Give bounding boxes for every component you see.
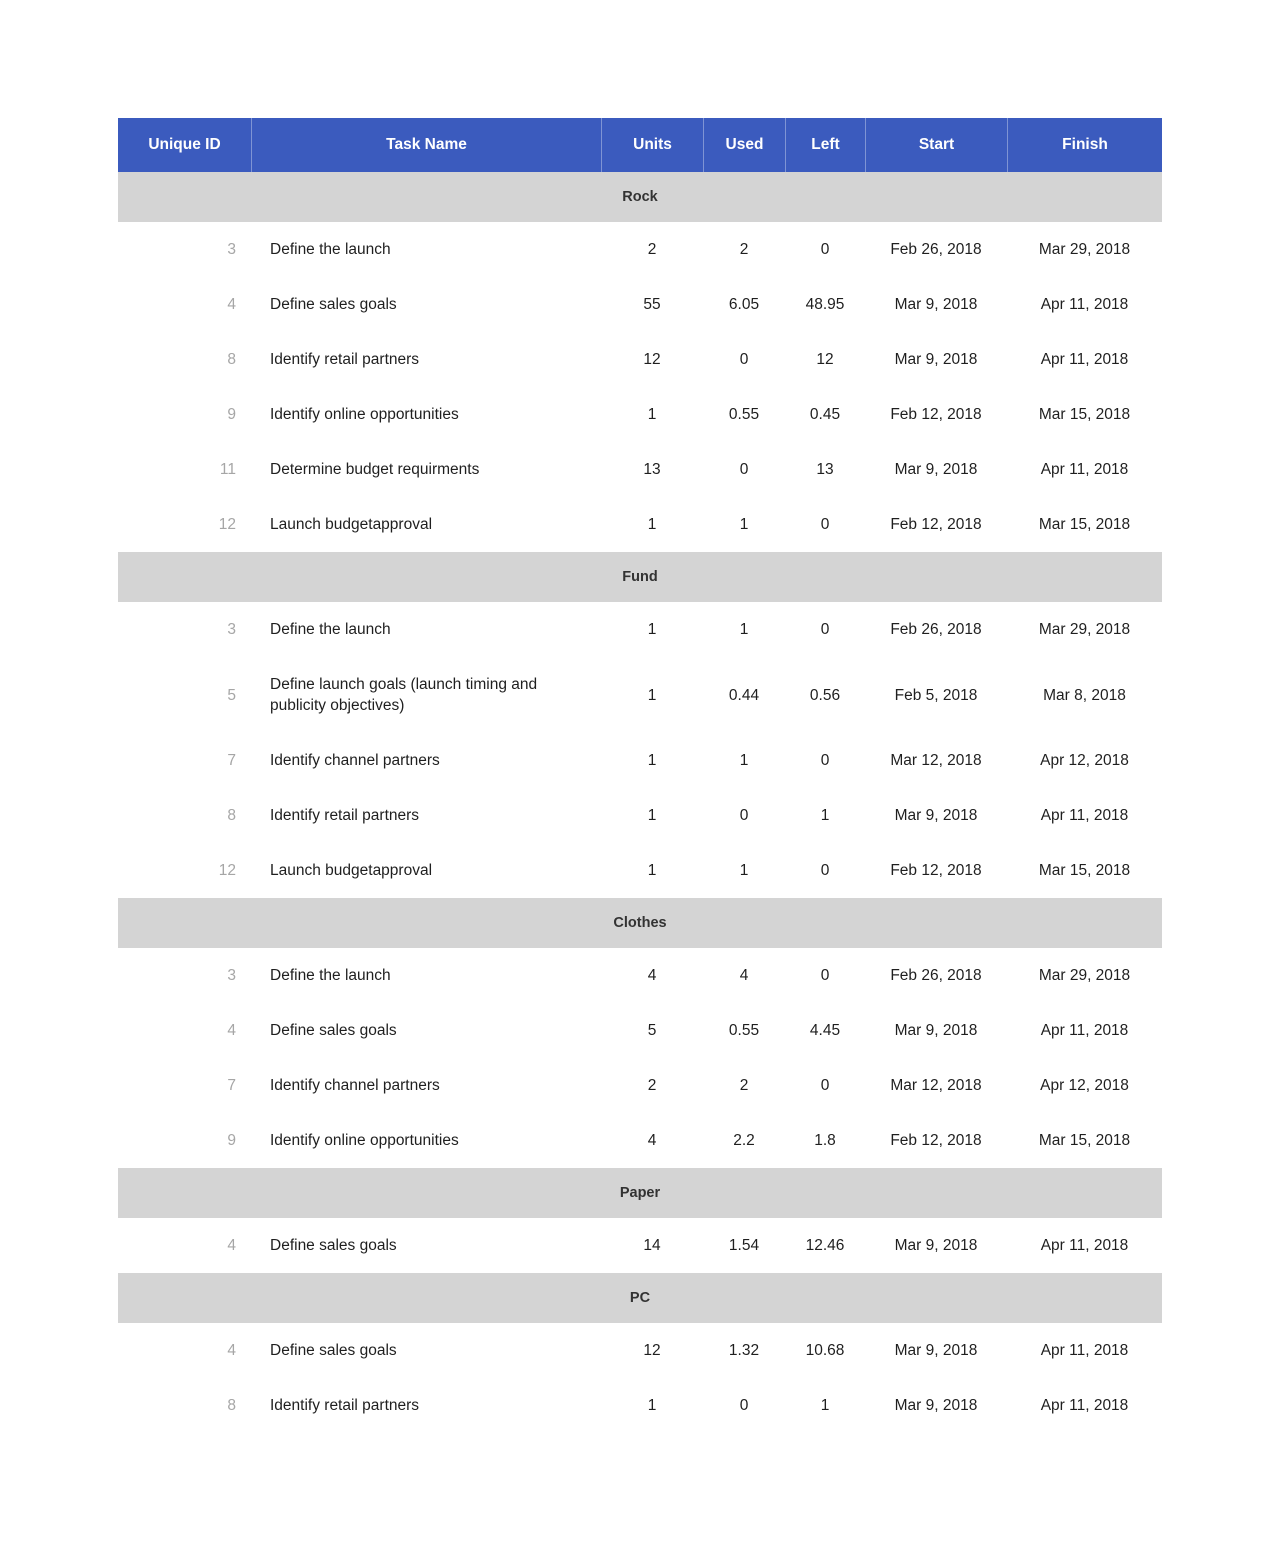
cell-used: 4 <box>739 967 749 984</box>
table-row[interactable] <box>118 657 1162 733</box>
group-band-paper <box>118 1168 1162 1218</box>
cell-used: 0.55 <box>728 406 760 423</box>
cell-used: 0 <box>739 461 749 478</box>
cell-used: 1 <box>739 862 749 879</box>
cell-finish: Apr 11, 2018 <box>1040 1237 1129 1254</box>
cell-unique-id: 4 <box>227 296 236 313</box>
cell-used: 0 <box>739 351 749 368</box>
table-row[interactable] <box>118 1378 1162 1433</box>
cell-left: 13 <box>816 461 834 478</box>
group-label: PC <box>629 1290 651 1306</box>
table-row[interactable] <box>118 948 1162 1003</box>
cell-finish: Mar 15, 2018 <box>1038 862 1131 879</box>
cell-left: 0 <box>820 621 830 638</box>
cell-unique-id: 9 <box>227 1132 236 1149</box>
cell-units: 12 <box>643 351 661 368</box>
cell-units: 4 <box>647 967 657 984</box>
cell-used: 0 <box>739 1397 749 1414</box>
cell-start: Mar 9, 2018 <box>894 1342 978 1359</box>
cell-unique-id: 4 <box>227 1342 236 1359</box>
group-label: Paper <box>619 1185 661 1201</box>
cell-finish: Mar 15, 2018 <box>1038 1132 1131 1149</box>
cell-finish: Mar 8, 2018 <box>1043 686 1126 704</box>
cell-left: 10.68 <box>805 1342 845 1359</box>
cell-start: Mar 9, 2018 <box>894 1237 978 1254</box>
table-row[interactable] <box>118 1058 1162 1113</box>
cell-used: 1 <box>739 752 749 769</box>
cell-finish: Apr 12, 2018 <box>1040 1077 1129 1094</box>
cell-left: 0 <box>820 241 830 258</box>
cell-start: Mar 9, 2018 <box>894 1397 978 1414</box>
cell-start: Feb 12, 2018 <box>890 516 982 533</box>
cell-start: Mar 9, 2018 <box>894 296 978 313</box>
cell-start: Feb 26, 2018 <box>890 621 982 638</box>
cell-unique-id: 3 <box>227 621 236 638</box>
group-label: Rock <box>622 189 658 205</box>
cell-finish: Apr 11, 2018 <box>1040 296 1129 313</box>
cell-left: 0 <box>820 516 830 533</box>
table-row[interactable] <box>118 222 1162 277</box>
cell-task-name: Define sales goals <box>270 1022 397 1039</box>
group-label: Fund <box>622 569 658 585</box>
cell-unique-id: 4 <box>227 1237 236 1254</box>
table-row[interactable] <box>118 602 1162 657</box>
table-body <box>118 172 1162 1433</box>
cell-units: 13 <box>643 461 661 478</box>
cell-units: 2 <box>647 1077 657 1094</box>
cell-left: 0.45 <box>809 406 841 423</box>
cell-unique-id: 3 <box>227 241 236 258</box>
cell-left: 4.45 <box>809 1022 841 1039</box>
column-header-finish[interactable]: Finish <box>1007 118 1162 172</box>
cell-task-name: Identify channel partners <box>270 1077 440 1094</box>
table-row[interactable] <box>118 1003 1162 1058</box>
cell-start: Mar 9, 2018 <box>894 461 978 478</box>
cell-used: 1 <box>739 621 749 638</box>
cell-left: 12 <box>816 351 834 368</box>
cell-unique-id: 8 <box>227 351 236 368</box>
cell-units: 1 <box>647 686 657 704</box>
table-row[interactable] <box>118 1218 1162 1273</box>
cell-start: Mar 12, 2018 <box>890 1077 982 1094</box>
cell-used: 0.55 <box>728 1022 760 1039</box>
cell-left: 0 <box>820 862 830 879</box>
cell-units: 1 <box>647 516 657 533</box>
cell-start: Feb 5, 2018 <box>894 686 978 704</box>
cell-task-name: Define launch goals (launch timing and publicity objectives) <box>270 676 538 714</box>
cell-left: 1 <box>820 807 830 824</box>
table-row[interactable] <box>118 497 1162 552</box>
table-row[interactable] <box>118 788 1162 843</box>
cell-task-name: Identify retail partners <box>270 351 420 368</box>
column-header-units[interactable]: Units <box>601 118 703 172</box>
cell-start: Feb 26, 2018 <box>890 967 982 984</box>
table-row[interactable] <box>118 442 1162 497</box>
table-header-row <box>118 118 1162 172</box>
cell-used: 2.2 <box>733 1132 755 1149</box>
cell-finish: Apr 11, 2018 <box>1040 807 1129 824</box>
cell-task-name: Identify retail partners <box>270 807 420 824</box>
cell-units: 1 <box>647 807 657 824</box>
cell-used: 2 <box>739 1077 749 1094</box>
cell-unique-id: 3 <box>227 967 236 984</box>
cell-used: 1.54 <box>728 1237 760 1254</box>
table-row[interactable] <box>118 733 1162 788</box>
cell-start: Mar 12, 2018 <box>890 752 982 769</box>
cell-start: Mar 9, 2018 <box>894 807 978 824</box>
task-resource-usage-table <box>118 118 1162 1433</box>
group-band-fund <box>118 552 1162 602</box>
column-header-unique-id[interactable]: Unique ID <box>148 136 221 153</box>
cell-finish: Mar 15, 2018 <box>1038 516 1131 533</box>
cell-finish: Apr 12, 2018 <box>1040 752 1129 769</box>
cell-units: 1 <box>647 862 657 879</box>
group-band-pc <box>118 1273 1162 1323</box>
cell-start: Mar 9, 2018 <box>894 351 978 368</box>
group-band-rock <box>118 172 1162 222</box>
cell-used: 1 <box>739 516 749 533</box>
cell-unique-id: 8 <box>227 807 236 824</box>
cell-unique-id: 7 <box>227 1077 236 1094</box>
cell-task-name: Define sales goals <box>270 296 397 313</box>
cell-finish: Apr 11, 2018 <box>1040 1397 1129 1414</box>
cell-finish: Mar 29, 2018 <box>1038 967 1131 984</box>
cell-finish: Mar 15, 2018 <box>1038 406 1131 423</box>
cell-task-name: Define the launch <box>270 621 391 638</box>
cell-left: 0 <box>820 752 830 769</box>
table-row[interactable] <box>118 277 1162 332</box>
cell-task-name: Identify channel partners <box>270 752 440 769</box>
cell-start: Feb 12, 2018 <box>890 862 982 879</box>
cell-task-name: Identify retail partners <box>270 1397 420 1414</box>
cell-task-name: Define the launch <box>270 241 391 258</box>
cell-unique-id: 8 <box>227 1397 236 1414</box>
cell-left: 0 <box>820 1077 830 1094</box>
cell-unique-id: 12 <box>218 862 236 879</box>
cell-task-name: Identify online opportunities <box>270 1132 459 1149</box>
cell-task-name: Define the launch <box>270 967 391 984</box>
cell-left: 1.8 <box>814 1132 836 1149</box>
cell-used: 6.05 <box>728 296 760 313</box>
cell-units: 1 <box>647 1397 657 1414</box>
cell-task-name: Identify online opportunities <box>270 406 459 423</box>
cell-left: 0 <box>820 967 830 984</box>
cell-used: 2 <box>739 241 749 258</box>
cell-units: 55 <box>643 296 661 313</box>
column-header-start[interactable]: Start <box>865 118 1007 172</box>
column-header-left[interactable]: Left <box>785 118 865 172</box>
cell-used: 0.44 <box>728 686 760 704</box>
cell-finish: Apr 11, 2018 <box>1040 1022 1129 1039</box>
cell-finish: Apr 11, 2018 <box>1040 461 1129 478</box>
cell-units: 1 <box>647 406 657 423</box>
table-row[interactable] <box>118 332 1162 387</box>
table-row[interactable] <box>118 843 1162 898</box>
cell-used: 0 <box>739 807 749 824</box>
cell-unique-id: 7 <box>227 752 236 769</box>
cell-units: 2 <box>647 241 657 258</box>
group-label: Clothes <box>613 915 667 931</box>
table-row[interactable] <box>118 1323 1162 1378</box>
cell-left: 1 <box>820 1397 830 1414</box>
cell-unique-id: 5 <box>227 686 236 704</box>
cell-unique-id: 4 <box>227 1022 236 1039</box>
cell-finish: Apr 11, 2018 <box>1040 1342 1129 1359</box>
cell-task-name: Determine budget requirments <box>270 461 480 478</box>
cell-start: Feb 26, 2018 <box>890 241 982 258</box>
cell-units: 1 <box>647 752 657 769</box>
cell-unique-id: 11 <box>219 461 236 478</box>
table-row[interactable] <box>118 387 1162 442</box>
column-header-task-name[interactable]: Task Name <box>251 118 601 172</box>
cell-task-name: Launch budgetapproval <box>270 862 433 879</box>
cell-start: Feb 12, 2018 <box>890 406 982 423</box>
cell-unique-id: 12 <box>218 516 236 533</box>
cell-finish: Apr 11, 2018 <box>1040 351 1129 368</box>
cell-task-name: Launch budgetapproval <box>270 516 433 533</box>
cell-task-name: Define sales goals <box>270 1342 397 1359</box>
cell-units: 5 <box>647 1022 657 1039</box>
cell-finish: Mar 29, 2018 <box>1038 621 1131 638</box>
cell-left: 48.95 <box>805 296 845 313</box>
group-band-clothes <box>118 898 1162 948</box>
cell-units: 14 <box>643 1237 661 1254</box>
cell-left: 12.46 <box>805 1237 845 1254</box>
cell-units: 12 <box>643 1342 661 1359</box>
table-row[interactable] <box>118 1113 1162 1168</box>
cell-units: 4 <box>647 1132 657 1149</box>
column-header-used[interactable]: Used <box>703 118 785 172</box>
cell-task-name: Define sales goals <box>270 1237 397 1254</box>
cell-start: Mar 9, 2018 <box>894 1022 978 1039</box>
cell-used: 1.32 <box>728 1342 760 1359</box>
cell-finish: Mar 29, 2018 <box>1038 241 1131 258</box>
cell-unique-id: 9 <box>227 406 236 423</box>
cell-units: 1 <box>647 621 657 638</box>
cell-left: 0.56 <box>809 686 841 704</box>
cell-start: Feb 12, 2018 <box>890 1132 982 1149</box>
